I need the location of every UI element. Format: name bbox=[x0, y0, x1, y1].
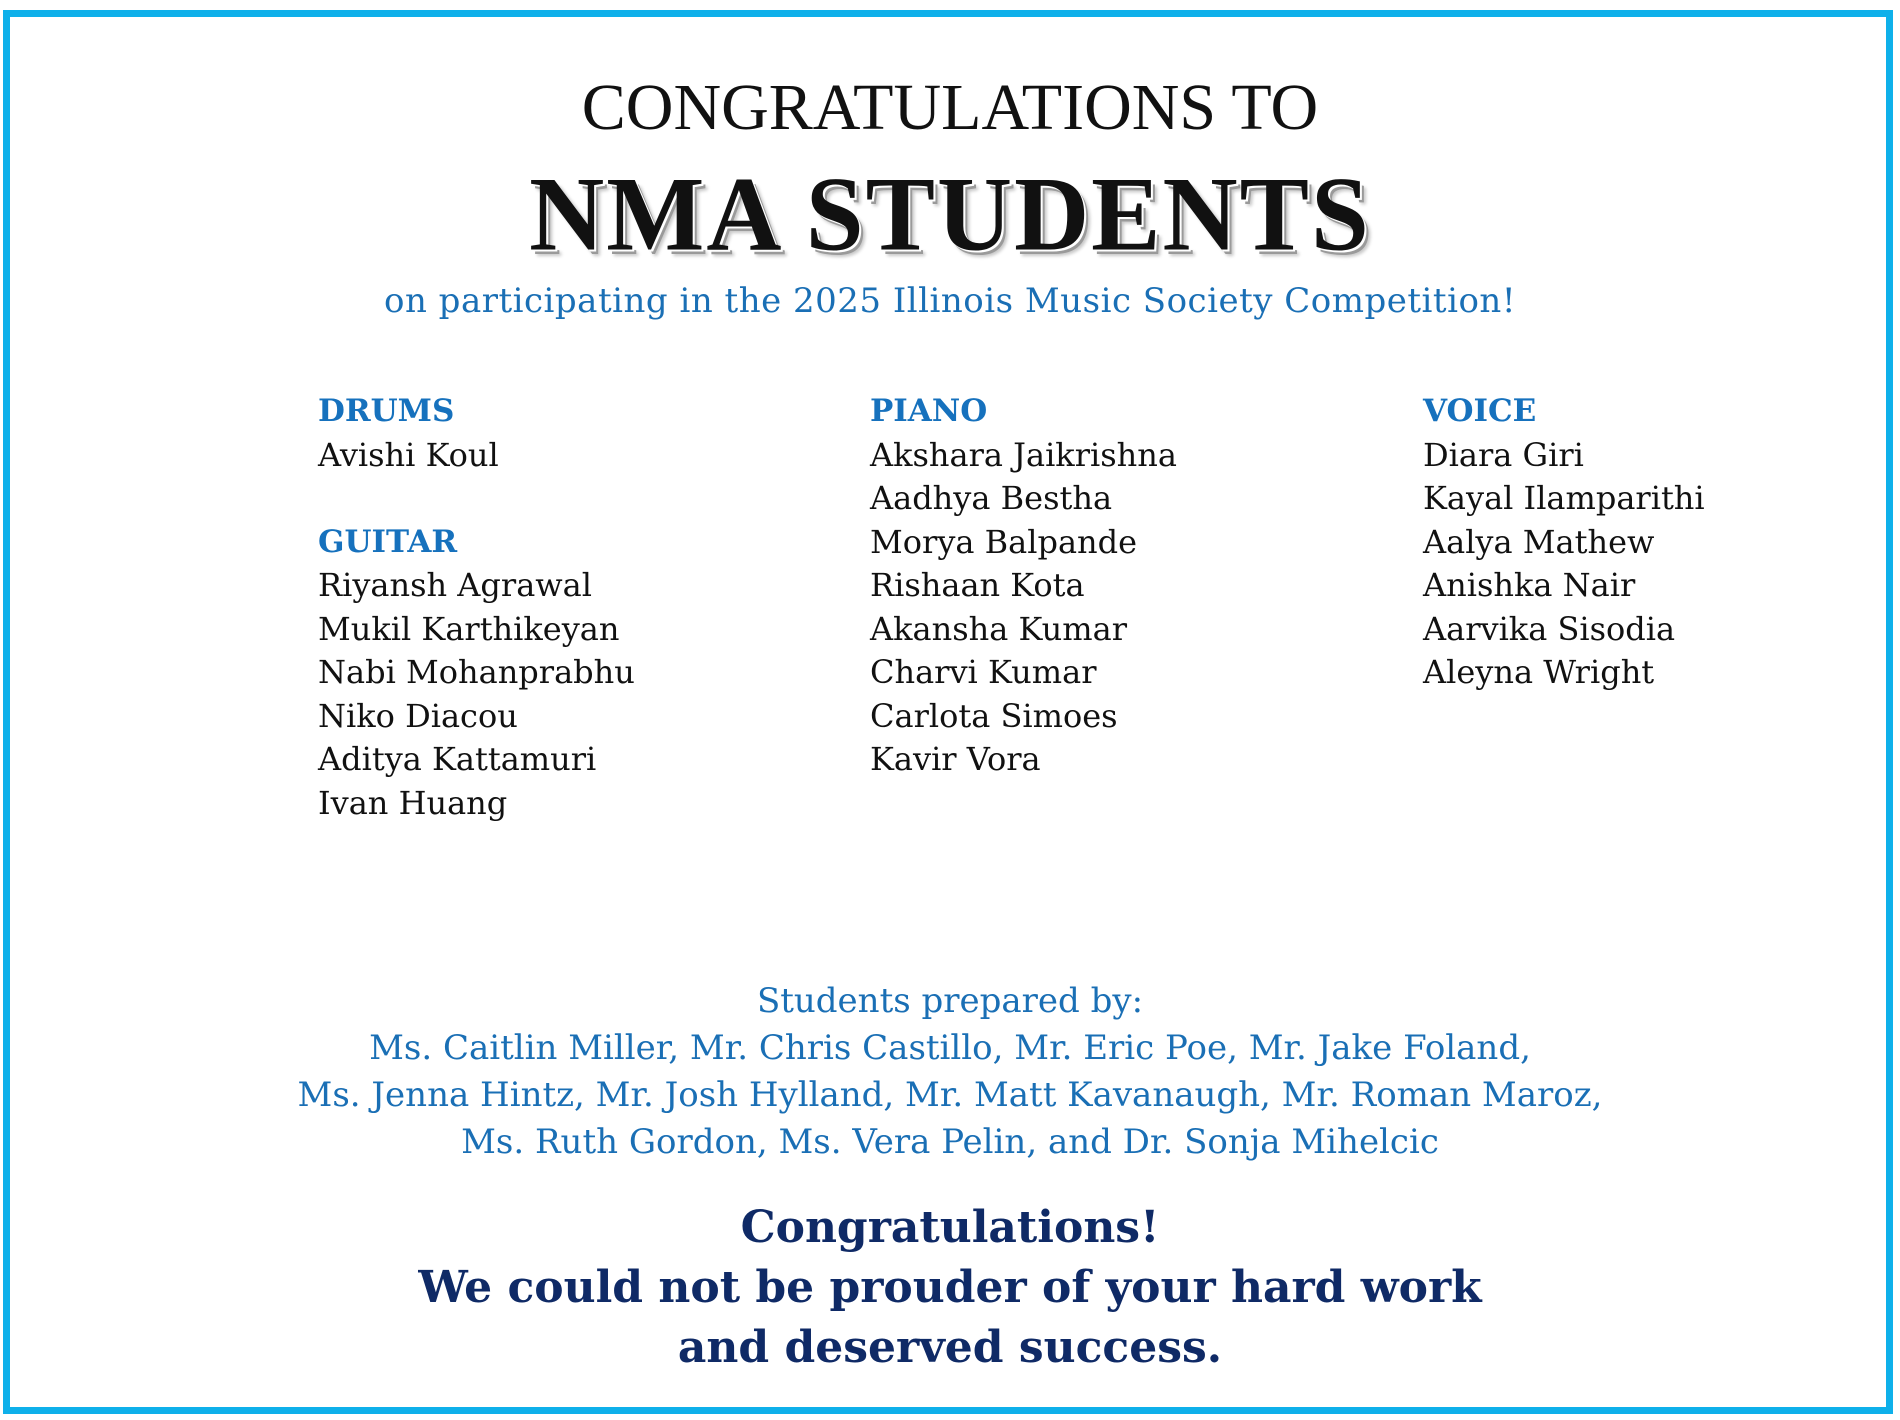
list-item: Aditya Kattamuri bbox=[318, 740, 597, 778]
teacher-line: Ms. Ruth Gordon, Ms. Vera Pelin, and Dr. Sonja Mihelcic bbox=[461, 1122, 1439, 1162]
list-item: Kavir Vora bbox=[870, 740, 1041, 778]
section-title-guitar: GUITAR bbox=[318, 523, 458, 560]
section-title-voice: VOICE bbox=[1423, 393, 1537, 429]
list-item: Aleyna Wright bbox=[1423, 653, 1655, 691]
column-right bbox=[1423, 390, 1705, 695]
list-item: Aarvika Sisodia bbox=[1423, 609, 1676, 648]
list-item: Riyansh Agrawal bbox=[318, 566, 592, 604]
column-middle bbox=[870, 390, 1177, 782]
list-item: Morya Balpande bbox=[870, 522, 1138, 561]
closing-line: Congratulations! bbox=[740, 1202, 1160, 1253]
list-item: Aalya Mathew bbox=[1423, 522, 1655, 561]
list-item: Mukil Karthikeyan bbox=[318, 609, 620, 648]
closing-line: We could not be prouder of your hard work bbox=[418, 1262, 1482, 1313]
list-item: Diara Giri bbox=[1423, 435, 1584, 474]
list-item: Niko Diacou bbox=[318, 696, 518, 735]
list-item: Avishi Koul bbox=[318, 435, 499, 474]
list-item: Aadhya Bestha bbox=[870, 479, 1113, 517]
header-line-1: CONGRATULATIONS TO bbox=[581, 71, 1319, 144]
section-title-drums: DRUMS bbox=[318, 393, 455, 429]
prepared-by-block bbox=[0, 978, 1900, 1166]
list-item: Kayal Ilamparithi bbox=[1423, 479, 1705, 517]
prepared-by-label: Students prepared by: bbox=[756, 981, 1144, 1021]
spacer bbox=[318, 477, 635, 521]
section-title-piano: PIANO bbox=[870, 393, 988, 429]
header-title: NMA STUDENTS bbox=[529, 155, 1371, 274]
list-item: Ivan Huang bbox=[318, 783, 508, 822]
closing-message bbox=[0, 1198, 1900, 1378]
teacher-line: Ms. Caitlin Miller, Mr. Chris Castillo, Mr. Eric Poe, Mr. Jake Foland, bbox=[369, 1028, 1531, 1068]
closing-line: and deserved success. bbox=[677, 1322, 1223, 1373]
list-item: Akshara Jaikrishna bbox=[870, 435, 1177, 474]
list-item: Carlota Simoes bbox=[870, 696, 1118, 735]
list-item: Anishka Nair bbox=[1423, 566, 1636, 604]
teacher-line: Ms. Jenna Hintz, Mr. Josh Hylland, Mr. Matt Kavanaugh, Mr. Roman Maroz, bbox=[297, 1075, 1603, 1115]
list-item: Nabi Mohanprabhu bbox=[318, 653, 635, 691]
list-item: Charvi Kumar bbox=[870, 653, 1097, 691]
column-left bbox=[318, 390, 635, 825]
header-subtitle: on participating in the 2025 Illinois Music Society Competition! bbox=[384, 281, 1516, 321]
list-item: Rishaan Kota bbox=[870, 566, 1085, 604]
list-item: Akansha Kumar bbox=[870, 609, 1127, 648]
